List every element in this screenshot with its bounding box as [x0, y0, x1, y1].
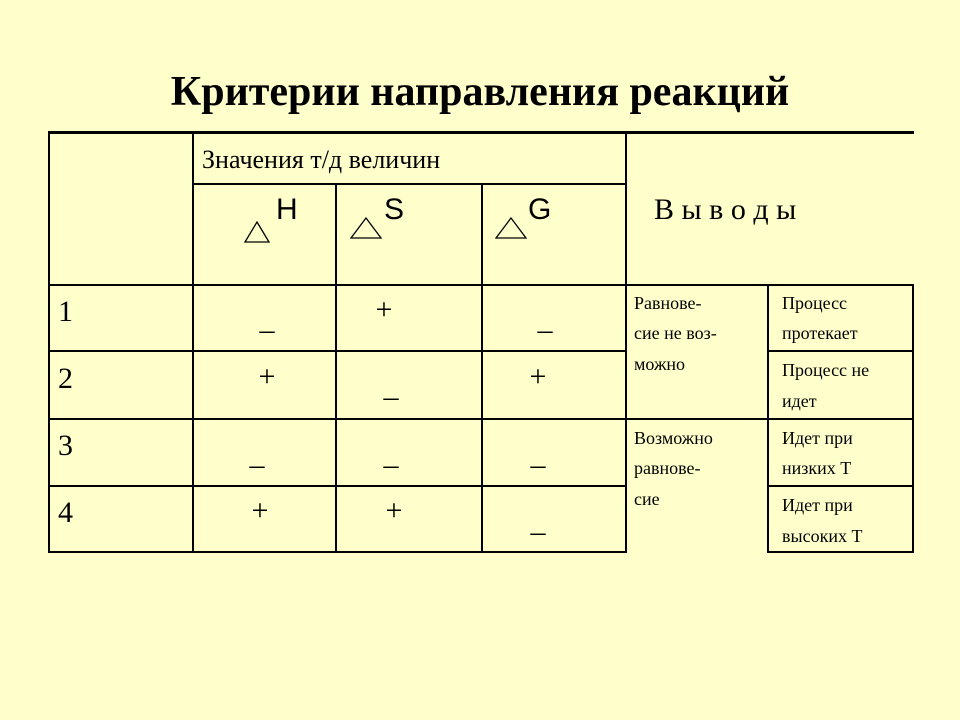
- row-number: 3: [58, 429, 73, 462]
- conclusion-line: сие: [634, 489, 660, 509]
- conclusion-line: равнове-: [634, 458, 701, 478]
- column-header-h: H: [276, 193, 298, 226]
- outcome-line: Процесс: [782, 293, 848, 313]
- row-g-sign: +: [529, 360, 547, 393]
- page-title: Критерии направления реакций: [170, 69, 790, 115]
- triangle-delta-icon: [350, 217, 382, 239]
- row-g-sign: _: [530, 505, 546, 538]
- column-header-s: S: [384, 193, 405, 226]
- table-divider: [48, 350, 627, 352]
- table-border-top: [48, 131, 914, 134]
- row-h-sign: +: [258, 360, 276, 393]
- table-divider: [192, 133, 194, 553]
- table-divider: [48, 485, 627, 487]
- table-divider: [767, 485, 914, 487]
- conclusions-header: В ы в о д ы: [654, 193, 797, 226]
- row-h-sign: +: [251, 494, 269, 527]
- row-h-sign: _: [249, 438, 265, 471]
- outcome-line: Идет при: [782, 495, 853, 515]
- table-border-bottom: [48, 551, 627, 553]
- row-number: 4: [58, 496, 73, 529]
- row-number: 2: [58, 362, 73, 395]
- table-divider: [192, 183, 627, 185]
- row-h-sign: _: [259, 303, 275, 336]
- row-g-sign: _: [530, 438, 546, 471]
- table-divider: [48, 418, 914, 420]
- values-header: Значения т/д величин: [202, 145, 441, 174]
- column-header-g: G: [528, 193, 552, 226]
- outcome-line: низких Т: [782, 458, 852, 478]
- outcome-line: протекает: [782, 323, 858, 343]
- row-s-sign: +: [385, 494, 403, 527]
- table-divider: [481, 183, 483, 553]
- table-divider: [335, 183, 337, 553]
- table-border-left: [48, 133, 50, 553]
- outcome-line: Процесс не: [782, 360, 870, 380]
- conclusion-line: Равнове-: [634, 293, 702, 313]
- table-divider: [625, 133, 627, 553]
- row-number: 1: [58, 295, 73, 328]
- row-g-sign: _: [537, 303, 553, 336]
- triangle-delta-icon: [244, 221, 270, 243]
- triangle-delta-icon: [495, 217, 527, 239]
- row-s-sign: _: [383, 370, 399, 403]
- table-border-bottom: [767, 551, 914, 553]
- row-s-sign: _: [383, 438, 399, 471]
- outcome-line: Идет при: [782, 428, 853, 448]
- table-divider: [767, 350, 914, 352]
- table-divider: [48, 284, 914, 286]
- outcome-line: идет: [782, 391, 817, 411]
- conclusion-line: можно: [634, 354, 686, 374]
- conclusion-line: сие не воз-: [634, 323, 717, 343]
- conclusion-line: Возможно: [634, 428, 713, 448]
- row-s-sign: +: [375, 293, 393, 326]
- outcome-line: высоких Т: [782, 526, 863, 546]
